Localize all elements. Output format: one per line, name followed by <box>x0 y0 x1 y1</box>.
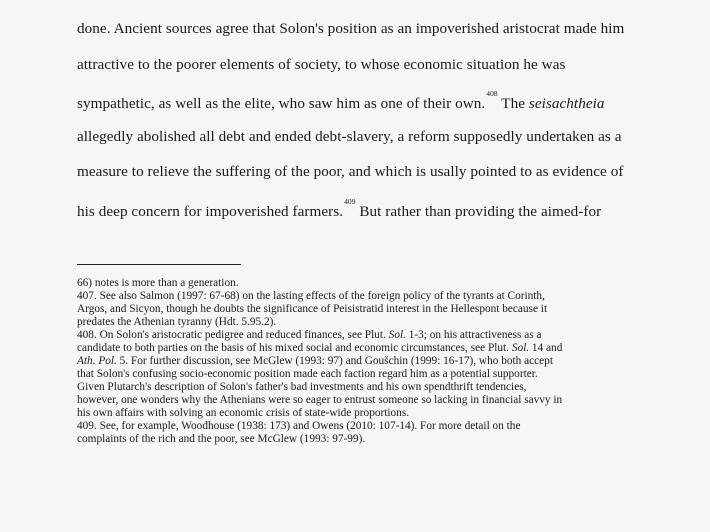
text-segment: Argos, and Sicyon, though he doubts the significance of Peisistratid interest in the Hellespont because it <box>77 303 548 315</box>
text-segment: 66) notes is more than a generation. <box>77 277 239 289</box>
text-segment: complaints of the rich and the poor, see McGlew (1993: 97-99). <box>77 433 366 445</box>
footnote-reference: 408 <box>486 89 498 98</box>
text-segment: his own affairs with solving an economic crisis of state-wide proportions. <box>77 407 410 419</box>
italic-text: Sol. <box>388 329 406 341</box>
body-line <box>77 199 601 221</box>
fn-line <box>77 381 526 394</box>
fn-line <box>77 290 545 303</box>
text-segment: attractive to the poorer elements of society, to whose economic situation he was <box>77 56 566 73</box>
body-line <box>77 56 565 74</box>
text-segment: his deep concern for impoverished farmers. <box>77 203 344 221</box>
fn-line <box>77 394 562 407</box>
fn-line <box>77 407 409 420</box>
text-segment: Given Plutarch's description of Solon's father's bad investments and his own spendthrift tendencies, <box>77 381 527 393</box>
body-line <box>77 163 623 181</box>
text-segment: done. Ancient sources agree that Solon's position as an impoverished aristocrat made him <box>77 20 625 37</box>
fn-line <box>77 368 538 381</box>
italic-text: Ath. Pol. <box>77 355 117 367</box>
footnote-separator <box>77 264 241 265</box>
fn-line <box>77 329 541 342</box>
body-line <box>77 91 605 113</box>
text-segment: 408. On Solon's aristocratic pedigree and reduced finances, see Plut. <box>77 329 389 341</box>
text-segment: The <box>497 95 529 113</box>
text-segment: But rather than providing the aimed-for <box>355 203 602 221</box>
text-segment: that Solon's confusing socio-economic position made each faction regard him as a potential supporter. <box>77 368 538 380</box>
fn-line <box>77 342 562 355</box>
text-segment: measure to relieve the suffering of the poor, and which is usally pointed to as evidence of <box>77 163 624 180</box>
body-line <box>77 20 624 38</box>
text-segment: 407. See also Salmon (1997: 67-68) on the lasting effects of the foreign policy of the tyrants at Corinth, <box>77 290 545 302</box>
text-segment: 1-3; on his attractiveness as a <box>405 329 542 341</box>
text-segment: allegedly abolished all debt and ended debt-slavery, a reform supposedly undertaken as a <box>77 128 622 145</box>
italic-text: seisachtheia <box>528 95 605 113</box>
footnote-reference: 409 <box>344 197 356 206</box>
text-segment: predates the Athenian tyranny (Hdt. 5.95.2). <box>77 316 277 328</box>
fn-line <box>77 316 276 329</box>
fn-line <box>77 355 553 368</box>
italic-text: Sol. <box>511 342 530 354</box>
fn-line <box>77 303 547 316</box>
text-segment: 14 and <box>529 342 563 354</box>
text-segment: however, one wonders why the Athenians were so eager to entrust someone so lacking in financial savvy in <box>77 394 563 406</box>
fn-line <box>77 277 239 290</box>
text-segment: 409. See, for example, Woodhouse (1938: 173) and Owens (2010: 107-14). For more detail on the <box>77 420 521 432</box>
body-line <box>77 128 622 146</box>
text-segment: 5. For further discussion, see McGlew (1993: 97) and Goušchin (1999: 16-17), who both accept <box>116 355 553 367</box>
text-segment: candidate to both parties on the basis of his mixed social and economic circumstances, see Plut. <box>77 342 512 354</box>
fn-line <box>77 420 520 433</box>
fn-line <box>77 433 365 446</box>
text-segment: sympathetic, as well as the elite, who saw him as one of their own. <box>77 95 486 113</box>
